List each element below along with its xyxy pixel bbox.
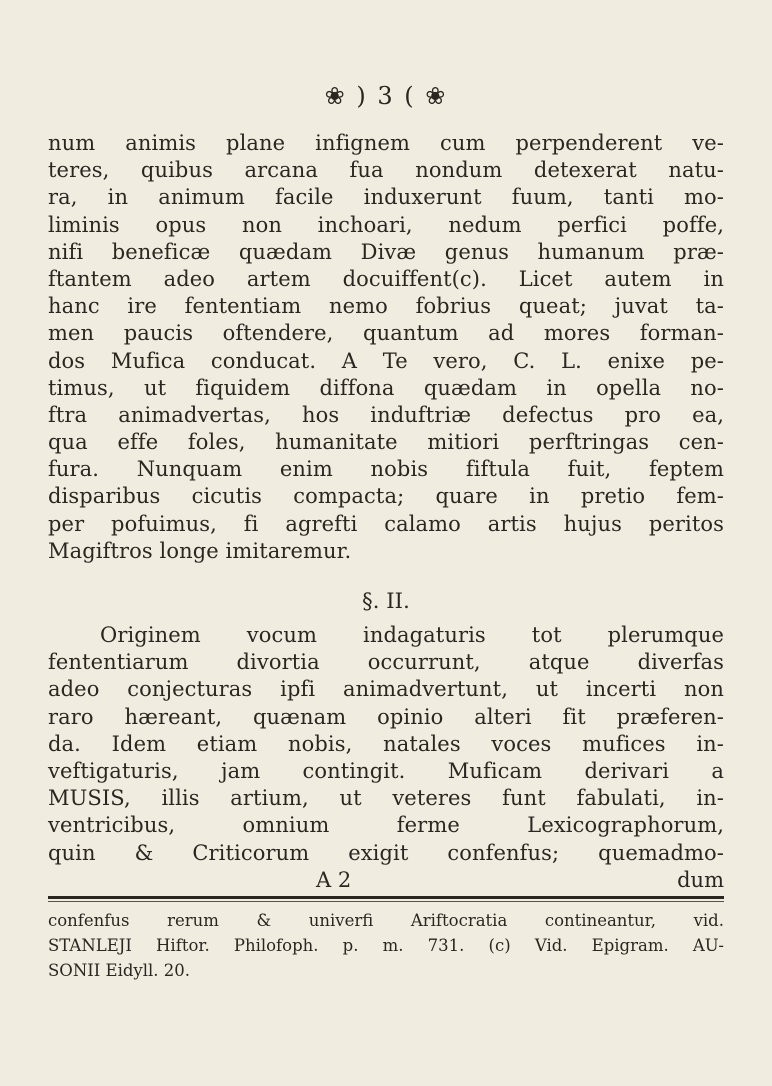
text-line: liminis opus non inchoari, nedum perfici poffe, [48, 212, 724, 237]
text-line: num animis plane infignem cum perpenderent ve- [48, 131, 724, 155]
text-line: ftantem adeo artem docuiffent(c). Licet autem in [48, 266, 724, 291]
text-line: fententiarum divortia occurrunt, atque diverfas [48, 650, 724, 675]
text-line: hanc ire fententiam nemo fobrius queat; juvat ta- [48, 294, 724, 319]
text-line: fura. Nunquam enim nobis fiftula fuit, feptem [48, 457, 724, 482]
signature-row [48, 867, 724, 894]
section-heading: §. II. [362, 589, 410, 613]
text-line: MUSIS, illis artium, ut veteres funt fabulati, in- [48, 786, 724, 811]
footnote-line: SONII Eidyll. 20. [48, 961, 191, 980]
footnote-line: confenfus rerum & univerfi Ariftocratia contineantur, vid. [48, 911, 724, 930]
text-line: raro hæreant, quænam opinio alteri fit præferen- [48, 704, 724, 729]
text-line: ra, in animum facile induxerunt fuum, tanti mo- [48, 185, 724, 210]
text-line: qua effe foles, humanitate mitiori perftringas cen- [48, 430, 724, 455]
text-line: men paucis oftendere, quantum ad mores forman- [48, 321, 724, 346]
text-line: ventricibus, omnium ferme Lexicographorum, [48, 813, 724, 838]
text-line: adeo conjecturas ipfi animadvertunt, ut incerti non [48, 677, 724, 702]
catchword: dum [677, 867, 724, 892]
text-line: teres, quibus arcana fua nondum detexerat natu- [48, 158, 724, 183]
footnote-rule-thin [48, 901, 724, 902]
text-line: quin & Criticorum exigit confenfus; quemadmo- [48, 840, 724, 865]
text-line: Magiftros longe imitaremur. [48, 538, 352, 563]
text-line: disparibus cicutis compacta; quare in pretio fem- [48, 484, 724, 509]
footnote-rule [48, 896, 724, 899]
footnote-line: STANLEJI Hiftor. Philofoph. p. m. 731. (c) Vid. Epigram. AU- [48, 936, 724, 955]
page-header: ❀ ) 3 ( ❀ [324, 82, 448, 110]
text-line: dos Mufica conducat. A Te vero, C. L. enixe pe- [48, 348, 724, 373]
signature-mark: A 2 [316, 867, 352, 892]
section-heading-block [48, 588, 724, 615]
text-line: nifi beneficæ quædam Divæ genus humanum præ- [48, 239, 724, 264]
text-line: ftra animadvertas, hos induftriæ defectus pro ea, [48, 402, 724, 427]
text-line: timus, ut fiquidem diffona quædam in opella no- [48, 375, 724, 400]
text-line: veftigaturis, jam contingit. Muficam derivari a [48, 758, 724, 783]
text-line: da. Idem etiam nobis, natales voces mufices in- [48, 731, 724, 756]
footnotes [48, 908, 724, 983]
paragraph-1 [48, 130, 724, 565]
text-line: per pofuimus, fi agrefti calamo artis hujus peritos [48, 511, 724, 536]
paragraph-2 [48, 622, 724, 894]
text-line: Originem vocum indagaturis tot plerumque [100, 623, 724, 647]
